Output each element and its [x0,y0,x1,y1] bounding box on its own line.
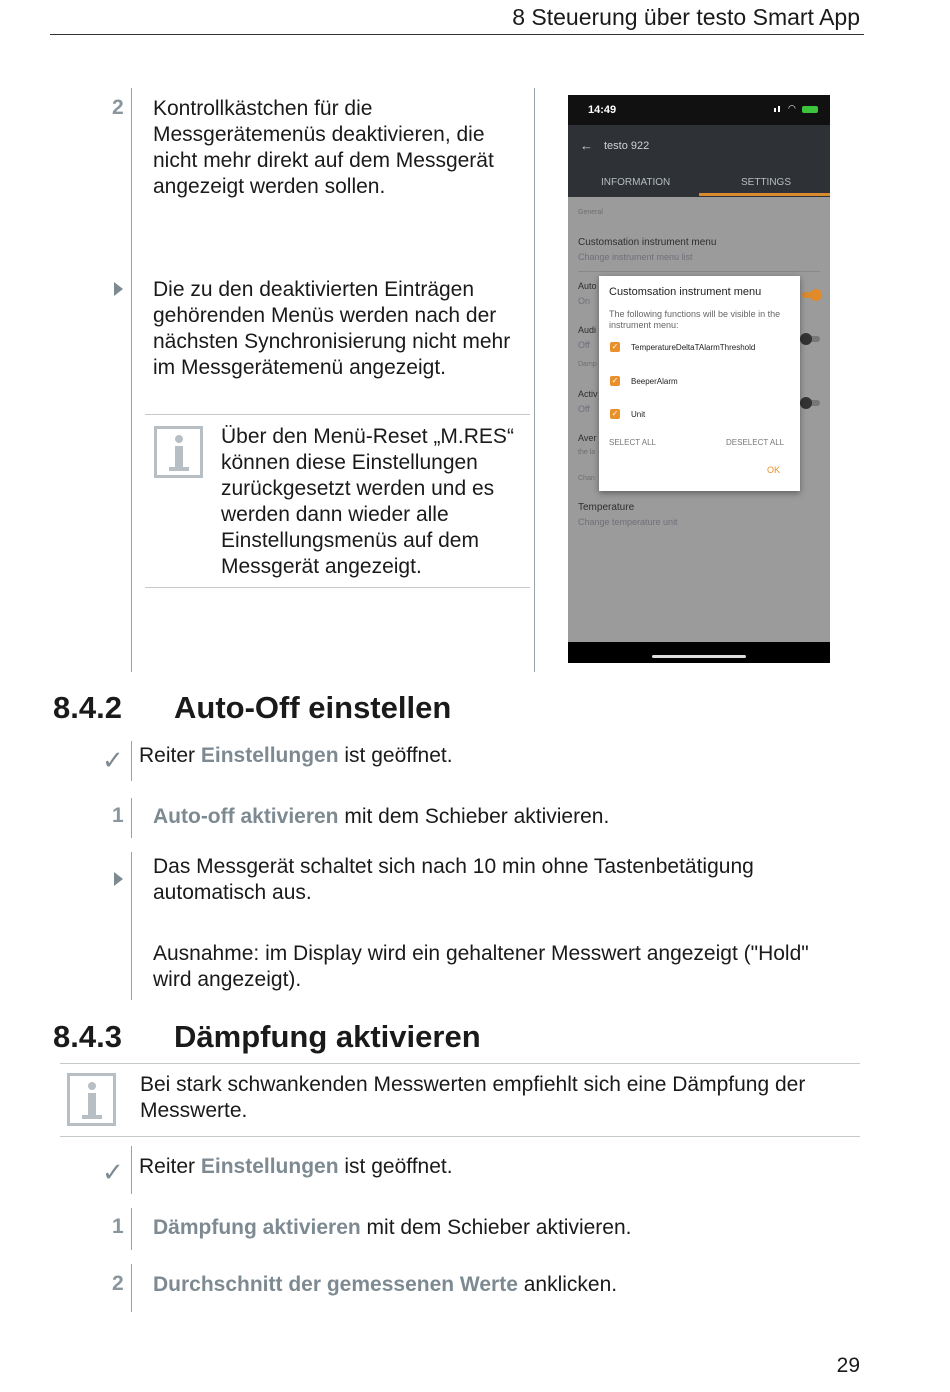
status-time: 14:49 [588,104,617,116]
tab-settings[interactable]: SETTINGS [741,177,792,188]
customisation-dialog [599,276,800,491]
tab-information[interactable]: INFORMATION [601,177,671,188]
step-text: Dämpfung aktivieren mit dem Schieber aktivieren. [153,1216,632,1239]
step-column-line [131,88,132,672]
setting-audi-title: Audi [578,325,597,335]
page-number: 29 [836,1354,860,1377]
precondition-text: Reiter Einstellungen ist geöffnet. [139,1155,453,1178]
section-number: 8.4.2 [53,690,122,725]
result-text: Die zu den deaktivierten Einträgen gehörenden Menüs werden nach der nächsten Synchronisierung nicht mehr im Messgerätemenü angezeigt. [153,278,511,379]
setting-acti-title: Activ [578,389,598,399]
precondition-text: Reiter Einstellungen ist geöffnet. [139,744,453,767]
header-rule [50,34,864,35]
info-text: Über den Menü-Reset „M.RES“ können diese Einstellungen zurückgesetzt werden und es werden dann wieder alle Einstellungsmenüs auf dem Messgerät angezeigt. [221,425,514,578]
setting-title[interactable]: Customsation instrument menu [578,237,717,248]
info-icon [67,1073,116,1126]
deselect-all-button[interactable]: DESELECT ALL [726,438,785,447]
section-title: Dämpfung aktivieren [174,1019,481,1054]
back-arrow-icon[interactable]: ← [580,138,593,153]
setting-acti-value: Off [578,404,590,414]
wifi-icon: ◠ [788,103,796,113]
info-rule-top [145,414,530,415]
signal-icon-2 [778,106,780,112]
setting-auto-value: On [578,296,591,306]
home-indicator-bar [568,642,830,663]
result-arrow-icon [114,872,123,886]
step-text: Kontrollkästchen für die Messgerätemenüs deaktivieren, die nicht mehr direkt auf dem Messgerät angezeigt werden sollen. [153,97,494,198]
info-rule-bottom [60,1136,860,1137]
step-text: Durchschnitt der gemessenen Werte anklicken. [153,1273,618,1296]
setting-aver-sub: the la [578,449,596,456]
step-number: 2 [112,96,124,119]
divider [578,271,820,272]
step-column-line [131,798,132,838]
dialog-title: Customsation instrument menu [609,286,762,298]
checkbox-option-2[interactable]: ✓ [611,376,619,385]
setting-temperature-sub: Change temperature unit [578,517,678,527]
step-number: 2 [112,1272,124,1295]
checkmark-icon: ✓ [102,745,124,775]
battery-icon [802,106,818,113]
setting-temperature-title[interactable]: Temperature [578,502,635,513]
checkmark-icon: ✓ [102,1157,124,1187]
step-column-line [131,1264,132,1312]
option-3-label: Unit [631,410,646,419]
option-2-label: BeeperAlarm [631,377,678,386]
result-arrow-icon [114,282,123,296]
step-text: Auto-off aktivieren mit dem Schieber aktivieren. [153,805,610,828]
dialog-description: The following functions will be visible in the instrument menu: [609,309,781,330]
text-column-line [534,88,535,672]
app-bar [568,125,830,197]
group-label-chan: Chan [578,475,595,482]
info-text: Bei stark schwankenden Messwerten empfiehlt sich eine Dämpfung der Messwerte. [140,1073,806,1122]
damping-toggle[interactable] [802,400,820,406]
step-number: 1 [112,804,124,827]
info-rule-bottom [145,587,530,588]
home-indicator [652,655,746,658]
setting-audi-value: Off [578,340,590,350]
precondition-line [131,1146,132,1194]
setting-auto-title: Auto [578,281,597,291]
section-number: 8.4.3 [53,1019,122,1054]
group-label-damp: Damp [578,361,597,368]
section-title: Auto-Off einstellen [174,690,452,725]
precondition-line [131,741,132,781]
setting-aver-title: Aver [578,433,597,443]
group-label-general: General [578,209,603,216]
auto-off-toggle[interactable] [802,292,820,298]
checkbox-option-1[interactable]: ✓ [611,342,619,351]
setting-subtitle: Change instrument menu list [578,252,693,262]
result-column-line [131,852,132,1000]
ok-button[interactable]: OK [767,465,781,475]
result-text: Das Messgerät schaltet sich nach 10 min ohne Tastenbetätigung automatisch aus. [153,855,754,904]
app-screenshot [568,95,830,663]
step-number: 1 [112,1215,124,1238]
active-tab-indicator [699,193,830,196]
info-icon [154,426,203,478]
status-bar [568,95,830,125]
signal-icon [774,108,776,112]
device-title: testo 922 [604,140,650,152]
chapter-header: 8 Steuerung über testo Smart App [512,4,860,30]
select-all-button[interactable]: SELECT ALL [609,438,656,447]
checkbox-option-3[interactable]: ✓ [611,409,619,418]
step-column-line [131,1208,132,1250]
info-rule-top [60,1063,860,1064]
exception-text: Ausnahme: im Display wird ein gehaltener Messwert angezeigt ("Hold" wird angezeigt). [153,942,809,991]
option-1-label: TemperatureDeltaTAlarmThreshold [631,343,756,352]
audio-toggle[interactable] [802,336,820,342]
